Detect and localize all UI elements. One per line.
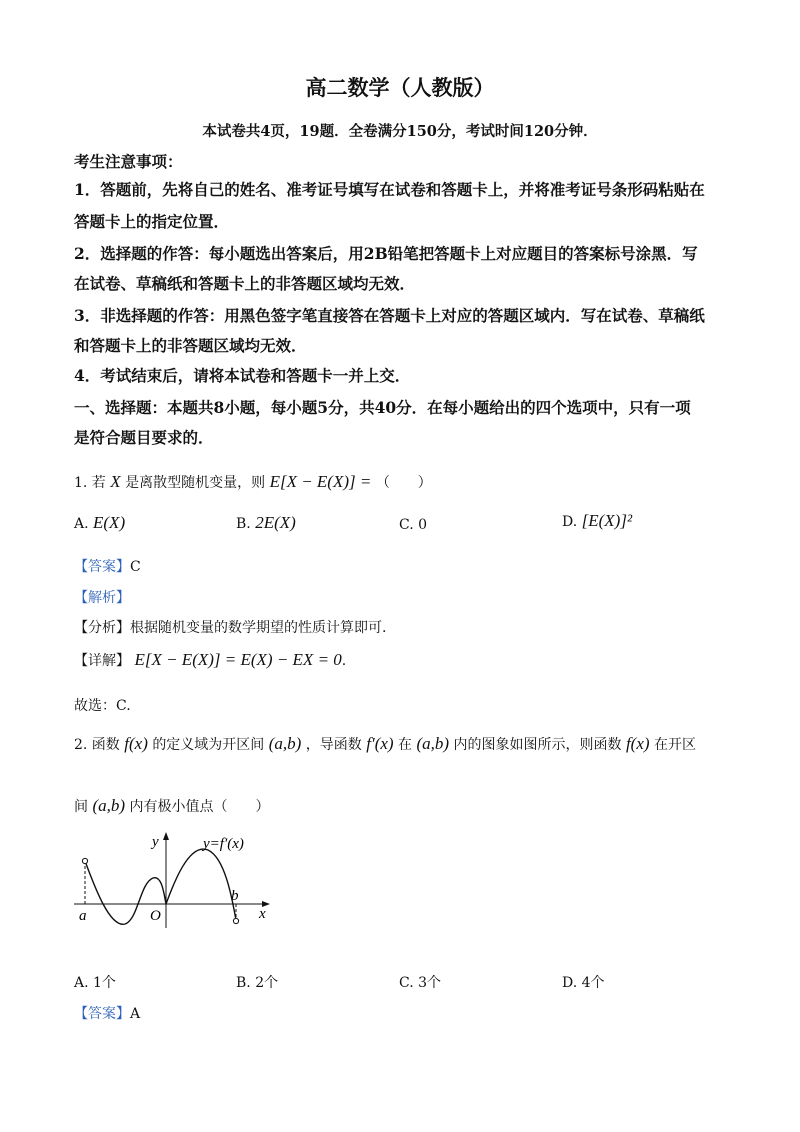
math-var: X <box>110 472 121 491</box>
question-number: 2. 函数 <box>74 737 120 753</box>
answer-tag: 【答案】 <box>74 559 130 575</box>
option-label: C. <box>399 517 414 533</box>
question-text: 是离散型随机变量，则 <box>125 475 266 491</box>
answer-value: A <box>130 1006 141 1022</box>
answer-tag: 【答案】 <box>74 1006 130 1022</box>
y-axis-label: y <box>152 834 159 850</box>
question-text: ，导函数 <box>305 737 362 753</box>
fenxi-text: 根据随机变量的数学期望的性质计算即可. <box>130 620 387 636</box>
option-label: B. <box>236 516 251 532</box>
option-value: 1个 <box>93 975 116 991</box>
math-interval: (a,b) <box>268 734 302 753</box>
notice-line: 在试卷、草稿纸和答题卡上的非答题区域均无效． <box>74 274 416 293</box>
section-heading-cont: 是符合题目要求的． <box>74 428 214 447</box>
option-value: 4个 <box>581 975 605 991</box>
option-label: C. <box>399 975 414 991</box>
x-axis-label: x <box>259 906 266 922</box>
exam-info: 本试卷共4页，19题．全卷满分150分，考试时间120分钟． <box>202 123 598 140</box>
analysis-line <box>74 587 130 607</box>
question-text: 内的图象如图所示，则函数 <box>453 737 622 753</box>
option-value: [E(X)]² <box>581 511 633 530</box>
option-label: A. <box>74 975 89 991</box>
a-label: a <box>79 908 87 924</box>
notice-line: 和答题卡上的非答题区域均无效． <box>74 336 307 355</box>
page-title: 高二数学（人教版） <box>305 75 495 100</box>
xiangjie-tag: 【详解】 <box>74 653 130 669</box>
math-function: f(x) <box>124 734 148 753</box>
question-2-stem-cont <box>74 796 269 816</box>
origin-label: O <box>150 908 161 924</box>
q2-option-b <box>236 972 278 992</box>
derivative-graph <box>70 828 280 934</box>
question-2-stem <box>74 734 696 754</box>
xiangjie-line <box>74 650 346 670</box>
fenxi-tag: 【分析】 <box>74 620 130 636</box>
option-b <box>236 513 296 533</box>
option-label: D. <box>562 975 578 991</box>
question-text: 在开区 <box>654 737 696 753</box>
option-label: B. <box>236 975 251 991</box>
option-value: 0 <box>418 517 428 533</box>
q2-option-c <box>399 972 441 992</box>
notice-line: 4．考试结束后，请将本试卷和答题卡一并上交． <box>74 366 411 385</box>
question-number: 1. 若 <box>74 475 106 491</box>
option-a <box>74 513 125 533</box>
curve-label: y=f′(x) <box>203 836 244 852</box>
question-text: 的定义域为开区间 <box>152 737 265 753</box>
answer-line <box>74 556 141 576</box>
math-interval: (a,b) <box>92 796 126 815</box>
question-text: 内有极小值点（ ） <box>129 799 270 815</box>
q2-answer-line <box>74 1003 140 1023</box>
endpoint-a-open <box>82 858 87 863</box>
fenxi-line <box>74 617 386 637</box>
option-value: 2个 <box>255 975 279 991</box>
option-c <box>399 517 427 533</box>
answer-value: C <box>130 559 141 575</box>
option-value: 2E(X) <box>255 513 296 532</box>
notice-line: 1．答题前，先将自己的姓名、准考证号填写在试卷和答题卡上，并将准考证号条形码粘贴在 <box>74 180 705 199</box>
option-label: A. <box>74 516 89 532</box>
answer-paren: （ ） <box>375 475 432 491</box>
question-text: 间 <box>74 799 88 815</box>
notice-heading: 考生注意事项： <box>74 152 183 171</box>
endpoint-b-open <box>233 918 238 923</box>
math-expression: E[X − E(X)] = <box>269 472 372 491</box>
math-interval: (a,b) <box>416 734 450 753</box>
question-1-stem <box>74 472 432 492</box>
q2-option-d <box>562 972 605 992</box>
notice-line: 2．选择题的作答：每小题选出答案后，用2B铅笔把答题卡上对应题目的答案标号涂黑．写 <box>74 244 698 263</box>
b-label: b <box>231 888 239 904</box>
period: . <box>341 653 347 669</box>
xiangjie-expression: E[X − E(X)] = E(X) − EX = 0 <box>134 650 342 669</box>
analysis-tag: 【解析】 <box>74 590 130 606</box>
option-value: 3个 <box>418 975 442 991</box>
option-label: D. <box>562 514 578 530</box>
math-derivative: f′(x) <box>366 734 394 753</box>
question-text: 在 <box>398 737 413 753</box>
y-axis-arrow <box>163 832 169 840</box>
section-heading: 一、选择题：本题共8小题，每小题5分，共40分．在每小题给出的四个选项中，只有一项 <box>74 398 691 417</box>
option-value: E(X) <box>93 513 126 532</box>
math-function: f(x) <box>625 734 650 753</box>
notice-line: 3．非选择题的作答：用黑色签字笔直接答在答题卡上对应的答题区域内．写在试卷、草稿纸 <box>74 306 705 325</box>
notice-line: 答题卡上的指定位置． <box>74 212 230 231</box>
option-d <box>562 511 632 531</box>
q2-option-a <box>74 972 116 992</box>
conclusion: 故选：C. <box>74 698 131 714</box>
